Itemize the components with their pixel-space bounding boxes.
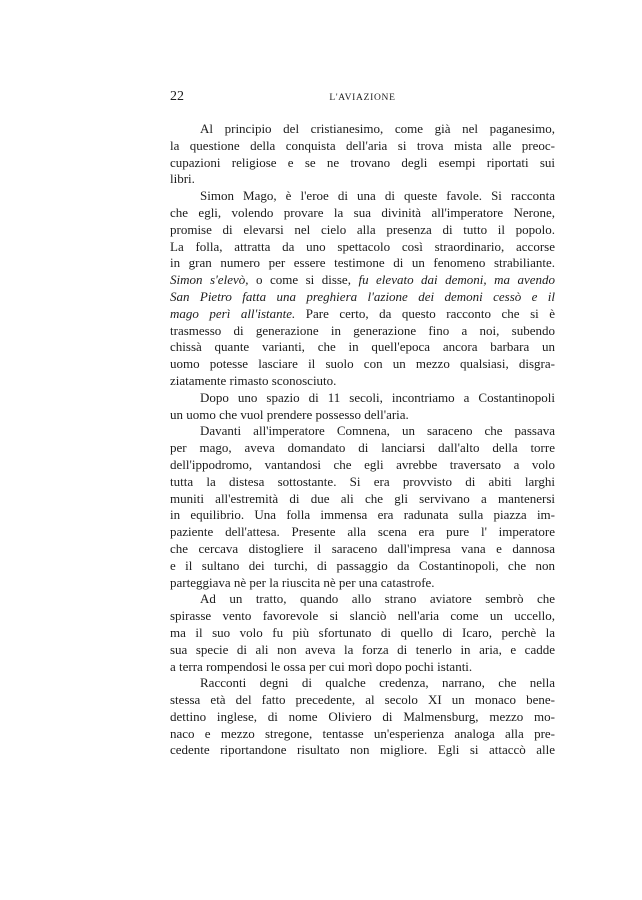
text-line: un uomo che vuol prendere possesso dell'aria. <box>170 406 409 422</box>
text-line: Simon Mago, è l'eroe di una di queste favole. Si racconta <box>200 188 555 204</box>
text-line: in gran numero per essere testimone di un fenomeno strabiliante. <box>170 255 555 271</box>
text-line: e il sultano dei turchi, di passaggio da Costantinopoli, che non <box>170 557 555 573</box>
text-line: chissà quante varianti, che in quell'epoca ancora barbara un <box>170 339 555 355</box>
text-line: paziente dell'attesa. Presente alla scena era pure l' imperatore <box>170 524 555 540</box>
text-line: San Pietro fatta una preghiera l'azione dei demoni cessò e il <box>170 288 555 304</box>
paragraph <box>170 423 555 591</box>
text-line: dettino inglese, di nome Oliviero di Malmensburg, mezzo mo- <box>170 708 555 724</box>
roman-text: o come si disse, <box>255 272 351 288</box>
paragraph <box>170 188 555 390</box>
text-line: la questione della conquista dell'aria si trova mista alle preoc- <box>170 137 555 153</box>
text-line: cedente riportandone risultato non migliore. Egli si attaccò alle <box>170 742 555 758</box>
text-line: libri. <box>170 171 195 187</box>
text-line: Al principio del cristianesimo, come già nel paganesimo, <box>200 121 555 136</box>
paragraph <box>170 390 555 424</box>
text-line: a terra rompendosi le ossa per cui morì dopo pochi istanti. <box>170 658 473 674</box>
text-line: che cercava distogliere il saraceno dall'impresa vana e dannosa <box>170 540 555 556</box>
text-line: trasmesso di generazione in generazione fino a noi, subendo <box>170 322 555 338</box>
paragraph <box>170 675 555 759</box>
text-line: sua specie di ali non aveva la forza di tenerlo in aria, e cadde <box>170 641 555 657</box>
text-line: uomo potesse lasciare il suolo con un mezzo qualsiasi, disgra- <box>170 356 555 372</box>
text-line <box>170 306 555 323</box>
text-line: che egli, volendo provare la sua divinità all'imperatore Nerone, <box>170 204 555 220</box>
page-number: 22 <box>170 89 184 104</box>
text-line: muniti all'estremità di due ali che gli servivano a mantenersi <box>170 490 555 506</box>
roman-text: Pare certo, da questo racconto che si è <box>305 305 556 321</box>
text-line: spirasse vento favorevole si slanciò nell'aria come un uccello, <box>170 608 555 624</box>
text-line: Racconti degni di qualche credenza, narrano, che nella <box>200 675 555 691</box>
text-line: Davanti all'imperatore Comnena, un saraceno che passava <box>200 423 555 439</box>
text-line: Dopo uno spazio di 11 secoli, incontriamo a Costantinopoli <box>200 389 555 405</box>
text-line: ziatamente rimasto sconosciuto. <box>170 372 337 388</box>
paragraph <box>170 591 555 675</box>
text-line: per mago, aveva domandato di lanciarsi dall'alto della torre <box>170 440 555 456</box>
text-line: cupazioni religiose e se ne trovano degli esempi riportati sui <box>170 154 555 170</box>
italic-text: Simon s'elevò, <box>170 272 249 288</box>
text-line: naco e mezzo stregone, tentasse un'esperienza analoga alla pre- <box>170 725 555 741</box>
text-line: promise di elevarsi nel cielo alla presenza di tutto il popolo. <box>170 221 555 237</box>
italic-text: mago perì all'istante. <box>170 305 296 321</box>
text-line: La folla, attratta da uno spettacolo così straordinario, accorse <box>170 238 555 254</box>
text-line: Ad un tratto, quando allo strano aviatore sembrò che <box>200 591 555 607</box>
paragraph <box>170 121 555 188</box>
italic-text: fu elevato dai demoni, ma avendo <box>358 272 556 288</box>
text-line: stessa età del fatto precedente, al secolo XI un monaco bene- <box>170 692 555 708</box>
running-title: L'AVIAZIONE <box>329 93 396 103</box>
body-text <box>170 121 555 759</box>
text-line <box>170 272 555 289</box>
text-line: tutta la distesa sottostante. Si era provvisto di abiti larghi <box>170 473 555 489</box>
text-line: ma il suo volo fu più sfortunato di quello di Icaro, perchè la <box>170 624 555 640</box>
text-line: in equilibrio. Una folla immensa era radunata sulla piazza im- <box>170 507 555 523</box>
text-line: dell'ippodromo, vantandosi che egli avrebbe traversato a volo <box>170 456 555 472</box>
page-header <box>170 89 555 107</box>
text-line: parteggiava nè per la riuscita nè per una catastrofe. <box>170 574 435 590</box>
